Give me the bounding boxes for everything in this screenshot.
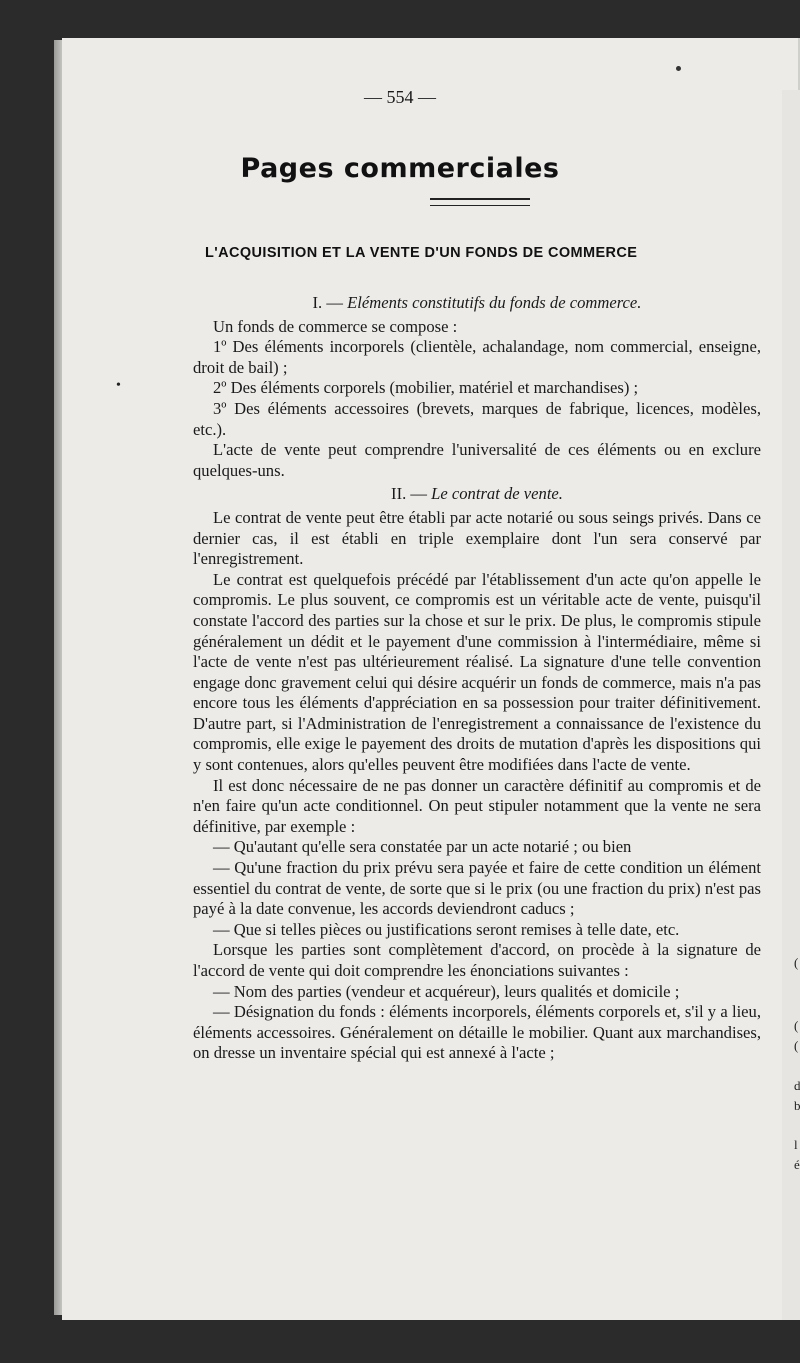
- subsection-title: Le contrat de vente.: [431, 484, 563, 504]
- margin-bleed-char: l: [794, 1137, 798, 1152]
- paragraph: 2º Des éléments corporels (mobilier, matériel et marchandises) ;: [213, 378, 639, 398]
- page-number: — 554 —: [364, 87, 436, 107]
- margin-bleed-char: (: [794, 1038, 799, 1053]
- subsection-heading-2: [193, 484, 761, 505]
- subsection-title: Eléments constitutifs du fonds de commerce.: [347, 293, 642, 312]
- list-item: — Nom des parties (vendeur et acquéreur), leurs qualités et domicile ;: [213, 981, 680, 1001]
- paragraph: 3º Des éléments accessoires (brevets, marques de fabrique, licences, modèles, etc.).: [193, 398, 761, 439]
- next-page-edge: [782, 90, 800, 1320]
- list-item: — Qu'autant qu'elle sera constatée par un acte notarié ; ou bien: [213, 837, 632, 857]
- margin-bleed-char: b: [794, 1098, 800, 1113]
- subsection-number: I. —: [312, 293, 343, 312]
- subsection-heading-1: [193, 293, 761, 314]
- list-item: — Que si telles pièces ou justifications seront remises à telle date, etc.: [213, 919, 680, 939]
- article-body: [193, 290, 761, 1064]
- paragraph: Un fonds de commerce se compose :: [213, 316, 458, 336]
- margin-bleed-char: (: [794, 955, 799, 970]
- paragraph: Le contrat de vente peut être établi par acte notarié ou sous seings privés. Dans ce dernier cas, il est établi en triple exemplaire dont l'un sera conservé par l'enregistrement.: [193, 507, 761, 569]
- heading-rule: [430, 198, 530, 206]
- section-title: L'ACQUISITION ET LA VENTE D'UN FONDS DE COMMERCE: [205, 245, 638, 261]
- subsection-number: II. —: [391, 484, 427, 504]
- margin-bleed-char: é: [794, 1157, 800, 1172]
- paragraph: 1º Des éléments incorporels (clientèle, achalandage, nom commercial, enseigne, droit de bail) ;: [193, 337, 761, 377]
- paragraph: Il est donc nécessaire de ne pas donner un caractère définitif au compromis et de n'en faire qu'un acte conditionnel. On peut stipuler notamment que la vente ne sera définitive, par exemple :: [193, 775, 761, 836]
- paragraph: L'acte de vente peut comprendre l'universalité de ces éléments ou en exclure quelques-uns.: [193, 440, 761, 480]
- paragraph: Le contrat est quelquefois précédé par l'établissement d'un acte qu'on appelle le compromis. Le plus souvent, ce compromis est un véritable acte de vente, puisqu'il constate l'accord des parties sur la chose et sur le prix. De plus, le compromis stipule généralement un dédit et le payement d'une commission à l'intermédiaire, même si l'acte de vente n'est pas ultérieurement réalisé. La signature d'une telle convention engage donc gravement celui qui désire acquérir un fonds de commerce, mais n'a pas encore tous les éléments d'appréciation en sa possession pour traiter définitivement. D'autre part, si l'Administration de l'enregistrement a connaissance de l'existence du compromis, elle exige le payement des droits de mutation d'après les dispositions qui y sont contenues, alors qu'elles peuvent être modifiées dans l'acte de vente.: [193, 569, 761, 775]
- list-item: — Désignation du fonds : éléments incorporels, éléments corporels et, s'il y a lieu, éléments accessoires. Généralement on détaille le mobilier. Quant aux marchandises, on dresse un inventaire spécial qui est annexé à l'acte ;: [193, 1002, 761, 1063]
- margin-bleed-char: (: [794, 1018, 799, 1033]
- margin-mark: •: [116, 378, 121, 393]
- paragraph: Lorsque les parties sont complètement d'accord, on procède à la signature de l'accord de vente qui doit comprendre les énonciations suivantes :: [193, 940, 761, 980]
- list-item: — Qu'une fraction du prix prévu sera payée et faire de cette condition un élément essentiel du contrat de vente, de sorte que si le prix (ou une fraction du prix) n'est pas payé à la date convenue, les accords deviendront caducs ;: [193, 858, 761, 919]
- page-heading: Pages commerciales: [240, 153, 560, 184]
- margin-bleed-char: d: [794, 1078, 800, 1093]
- speck-mark: [676, 66, 681, 71]
